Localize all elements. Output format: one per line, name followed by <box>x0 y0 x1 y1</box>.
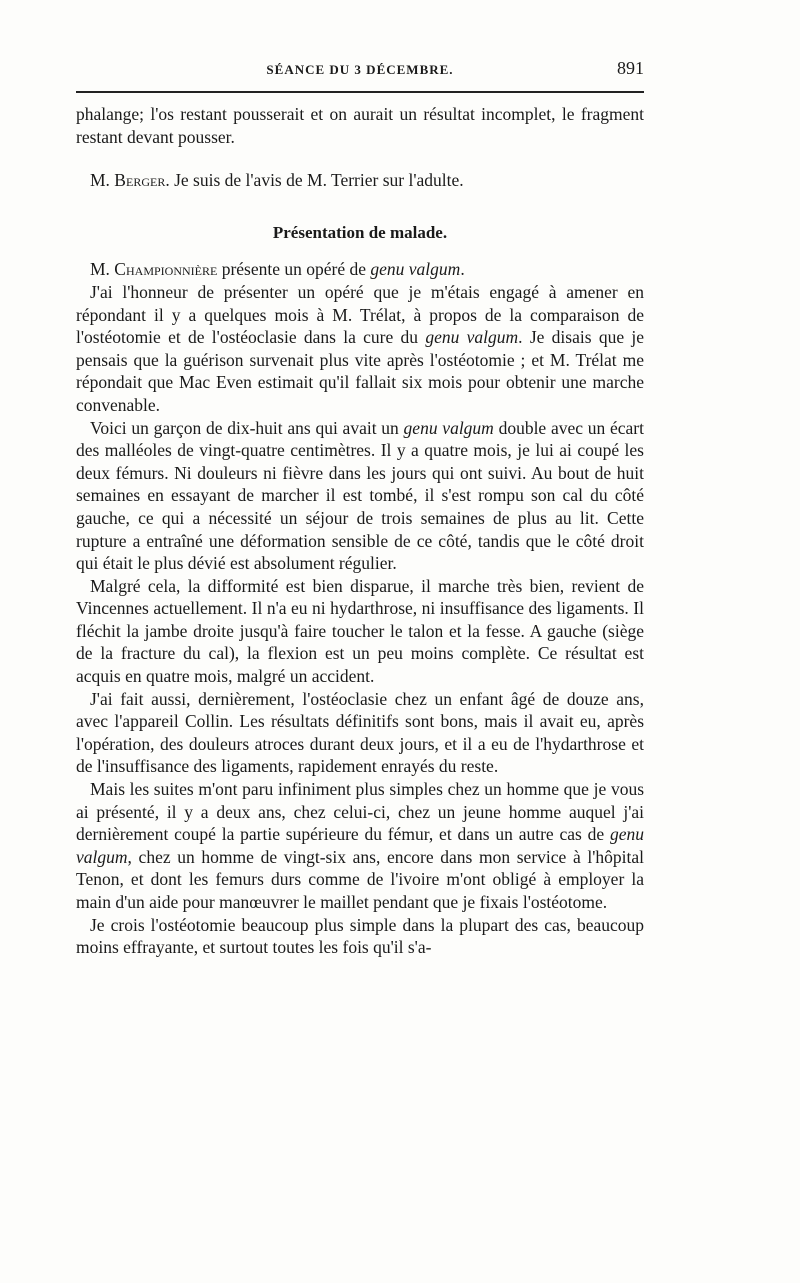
speaker-name: M. Berger. <box>90 170 170 191</box>
paragraph-honneur <box>76 281 644 417</box>
paragraph-text: double avec un écart des malléoles de vingt-quatre centimètres. Il y a quatre mois, je lui ai coupé les deux fémurs. Ni douleurs ni fièvre dans les jours qui ont suivi. Au bout de huit semaines en essayant de marcher il est tombé, il s'est rompu son cal du côté gauche, ce qui a nécessité un séjour de trois semaines de plus au lit. Cette rupture a entraîné une déformation sensible de ce côté, tandis que le côté droit qui était le plus dévié est absolument régulier. <box>76 417 644 574</box>
page-body <box>76 103 644 959</box>
paragraph-text: Mais les suites m'ont paru infiniment plus simples chez un homme que je vous ai présenté, il y a deux ans, chez celui-ci, chez un jeune homme auquel j'ai dernièrement coupé la partie supérieure du fémur, et dans un autre cas de <box>76 779 644 845</box>
paragraph-text: . <box>460 259 465 280</box>
italic-term: genu valgum <box>370 259 461 280</box>
paragraph-text: , chez un homme de vingt-six ans, encore dans mon service à l'hôpital Tenon, et dont les femurs durs comme de l'ivoire m'ont obligé à employer la main d'un aide pour manœuvrer le maillet pendant que je fixais l'ostéotome. <box>76 846 644 912</box>
paragraph-malgre: Malgré cela, la difformité est bien disparue, il marche très bien, revient de Vincennes actuellement. Il n'a eu ni hydarthrose, ni insuffisance des ligaments. Il fléchit la jambe droite jusqu'à faire toucher le talon et la fesse. A gauche (siège de la fracture du cal), la flexion est un peu moins complète. Ce résultat est acquis en quatre mois, malgré un accident. <box>76 575 644 687</box>
page-header <box>76 58 644 86</box>
paragraph-text: J'ai l'honneur de présenter un opéré que je m'étais engagé à amener en répondant il y a quelques mois à M. Trélat, à propos de la comparaison de l'ostéotomie et de l'ostéoclasie dans la cure du <box>76 281 644 348</box>
paragraph-text: . Je disais que je pensais que la guérison survenait plus vite après l'ostéotomie ; et M. Trélat me répondait que Mac Even estimait qu'il fallait six mois pour obtenir une marche convenable. <box>76 327 644 415</box>
paragraph-suites <box>76 778 644 914</box>
paragraph-osteoclasie: J'ai fait aussi, dernièrement, l'ostéoclasie chez un enfant âgé de douze ans, avec l'appareil Collin. Les résultats définitifs sont bons, mais il avait eu, après l'opération, des douleurs atroces durant deux jours, et il a eu de l'hydarthrose et de l'insuffisance des ligaments, rapidement enrayés du reste. <box>76 688 644 777</box>
page-number: 891 <box>617 58 644 78</box>
running-head: SÉANCE DU 3 DÉCEMBRE. <box>266 62 454 77</box>
italic-term: genu valgum <box>76 824 644 867</box>
italic-term: genu valgum <box>425 327 519 348</box>
paragraph-continuation: phalange; l'os restant pousserait et on aurait un résultat incomplet, le fragment restant devant pousser. <box>76 104 644 147</box>
paragraph-text: présente un opéré de <box>217 259 371 280</box>
paragraph-conclusion: Je crois l'ostéotomie beaucoup plus simple dans la plupart des cas, beaucoup moins effrayante, et surtout toutes les fois qu'il s'a- <box>76 914 644 958</box>
paragraph-garcon <box>76 417 644 575</box>
header-rule <box>76 91 644 93</box>
paragraph-berger <box>76 169 644 192</box>
paragraph-text: Voici un garçon de dix-huit ans qui avait un <box>90 417 404 438</box>
paragraph-text: Je suis de l'avis de M. Terrier sur l'adulte. <box>169 170 464 191</box>
section-title: Présentation de malade. <box>272 222 448 242</box>
speaker-name: M. Championnière <box>90 259 218 280</box>
italic-term: genu valgum <box>403 417 494 438</box>
paragraph-championniere <box>76 258 644 281</box>
